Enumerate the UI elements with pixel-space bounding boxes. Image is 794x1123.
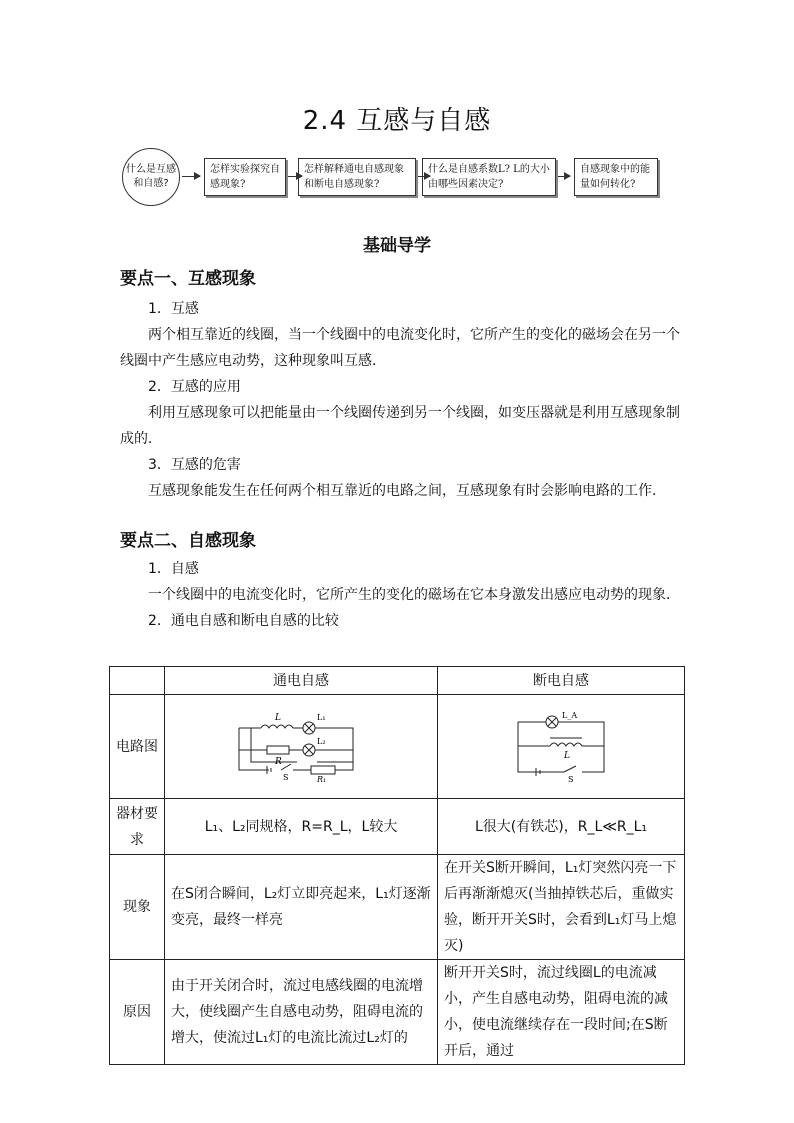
comparison-table (109, 666, 685, 1065)
point1-body (120, 296, 686, 504)
table-header: 断电自感 (438, 667, 685, 695)
flow-start: 什么是互感和自感? (122, 148, 180, 206)
row-label: 器材要求 (110, 799, 165, 855)
lamp-label: L_A (562, 711, 578, 720)
circuit-diagram-1 (231, 702, 371, 782)
item-label: 3．互感的危害 (148, 457, 241, 473)
reason-cell-1: 由于开关闭合时，流过电感线圈的电流增大，使线圈产生自感电动势，阻碍电流的增大，使流过L₁灯的电流比流过L₂灯的 (165, 960, 438, 1065)
item-text: 互感现象能发生在任何两个相互靠近的电路之间，互感现象有时会影响电路的工作． (148, 483, 666, 499)
circuit-cell-1 (165, 695, 438, 799)
table-header: 通电自感 (165, 667, 438, 695)
phenomenon-cell-2: 在开关S断开瞬间，L₁灯突然闪亮一下后再渐渐熄灭(当抽掉铁芯后，重做实验，断开开关S时，会看到L₁灯马上熄灭) (438, 855, 685, 960)
item-label: 1．自感 (148, 561, 199, 577)
item-text: 一个线圈中的电流变化时，它所产生的变化的磁场在它本身激发出感应电动势的现象． (148, 587, 680, 603)
row-label: 原因 (110, 960, 165, 1065)
concept-flowchart (122, 148, 662, 208)
row-label: 现象 (110, 855, 165, 960)
item-text: 利用互感现象可以把能量由一个线圈传递到另一个线圈，如变压器就是利用互感现象制成的． (120, 405, 680, 447)
equip-cell-2: L很大(有铁芯)，R_L≪R_L₁ (438, 799, 685, 855)
lamp1-label: L₁ (317, 713, 326, 722)
coil-label: L (564, 751, 570, 761)
table-corner (110, 667, 165, 695)
circuit-cell-2 (438, 695, 685, 799)
circuit-diagram-2 (506, 702, 616, 782)
phenomenon-cell-1: 在S闭合瞬间，L₂灯立即亮起来，L₁灯逐渐变亮，最终一样亮 (165, 855, 438, 960)
resistor-label: R (275, 757, 282, 767)
arrow-icon (182, 176, 200, 177)
item-label: 2．互感的应用 (148, 379, 241, 395)
row-label: 电路图 (110, 695, 165, 799)
flow-step-3: 什么是自感系数L? L的大小由哪些因素决定? (422, 158, 556, 196)
flow-step-2: 怎样解释通电自感现象和断电自感现象? (298, 158, 416, 196)
item-label: 1．互感 (148, 301, 199, 317)
heading-point2: 要点二、自感现象 (120, 531, 256, 551)
equip-cell-1: L₁、L₂同规格，R=R_L，L较大 (165, 799, 438, 855)
switch-label: S (283, 773, 289, 782)
flow-step-4: 自感现象中的能量如何转化? (574, 158, 658, 196)
reason-cell-2: 断开开关S时，流过线圈L的电流减小，产生自感电动势，阻碍电流的减小，使电流继续存在一段时间;在S断开后，通过 (438, 960, 685, 1065)
heading-point1: 要点一、互感现象 (120, 269, 256, 289)
item-label: 2．通电自感和断电自感的比较 (148, 613, 339, 629)
switch-label: S (568, 775, 574, 782)
section-title: 基础导学 (363, 236, 431, 256)
page-title: 2.4 互感与自感 (302, 106, 492, 136)
item-text: 两个相互靠近的线圈，当一个线圈中的电流变化时，它所产生的变化的磁场会在另一个线圈中产生感应电动势，这种现象叫互感． (120, 327, 680, 369)
coil-label: L (275, 713, 281, 723)
arrow-icon (558, 176, 570, 177)
point2-body (120, 556, 686, 634)
rheostat-label: R₁ (317, 775, 327, 782)
lamp2-label: L₂ (317, 737, 326, 746)
flow-step-1: 怎样实验探究自感现象? (204, 158, 286, 196)
